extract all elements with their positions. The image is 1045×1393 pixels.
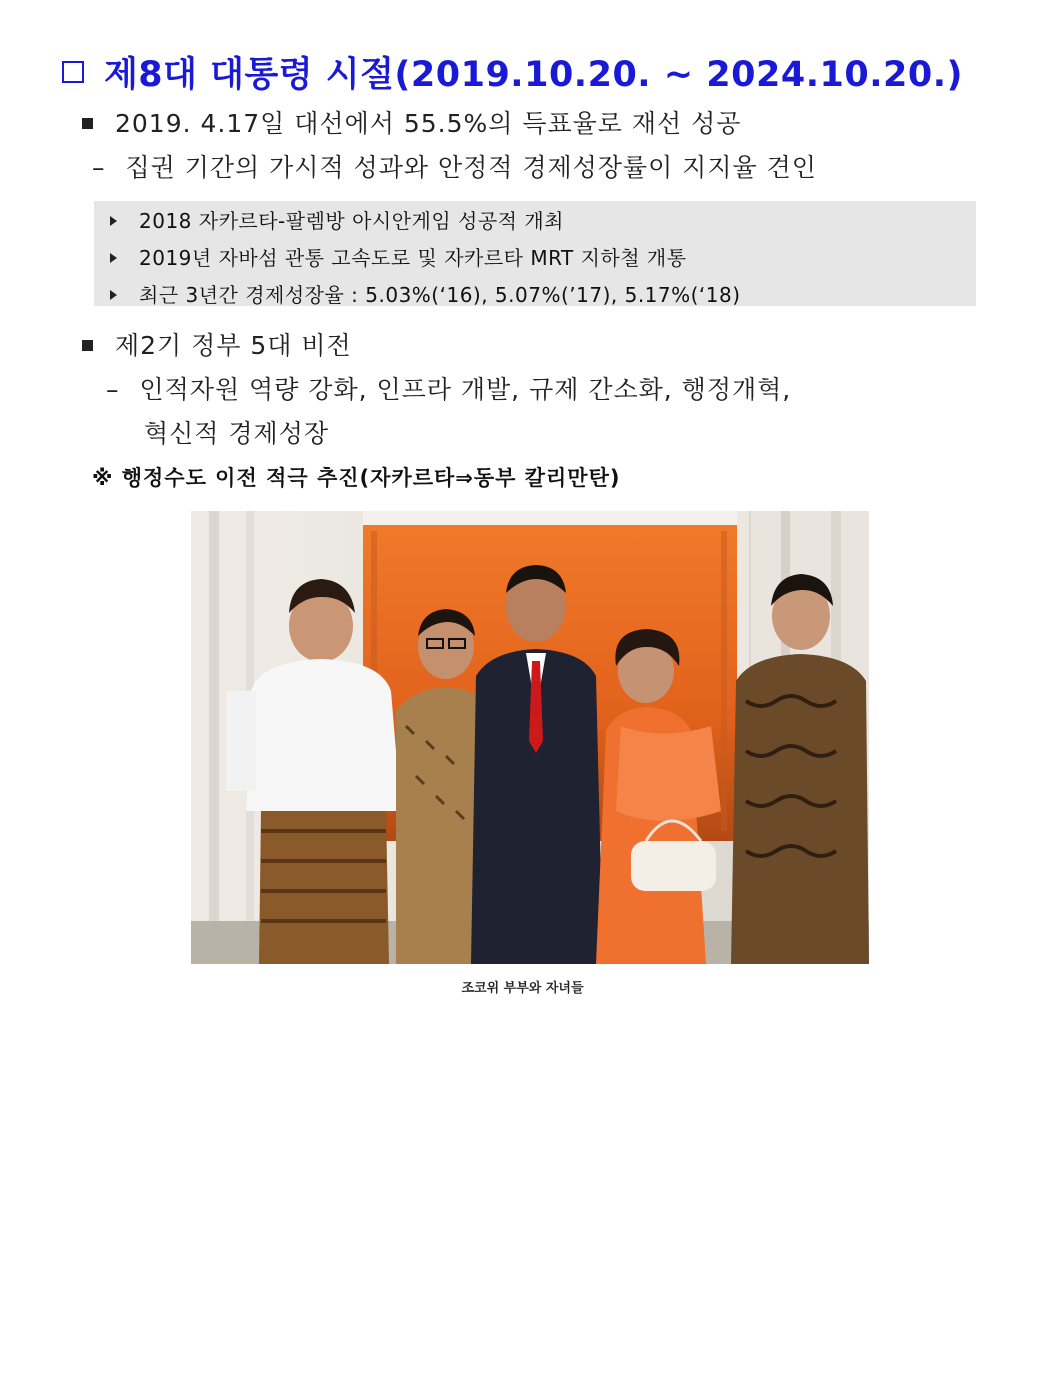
family-photo	[191, 511, 869, 964]
dash-marker: –	[92, 153, 106, 182]
heading-title: 제8대 대통령 시절(2019.10.20. ~ 2024.10.20.)	[104, 55, 964, 95]
section-heading	[62, 44, 963, 100]
achievement-item	[110, 205, 564, 234]
square-bullet-icon	[82, 118, 93, 129]
triangle-bullet-icon	[110, 216, 117, 226]
bullet-election-text: 2019. 4.17일 대선에서 55.5%의 득표율로 재선 성공	[115, 109, 742, 138]
dash-marker: –	[106, 375, 120, 404]
dash-vision-continued	[144, 414, 329, 450]
achievement-text: 최근 3년간 경제성장율 : 5.03%(‘16), 5.07%(’17), 5.17%(‘18)	[139, 283, 741, 307]
achievement-text: 2018 자카르타-팔렘방 아시안게임 성공적 개최	[139, 209, 564, 233]
achievement-text: 2019년 자바섬 관통 고속도로 및 자카르타 MRT 지하철 개통	[139, 246, 687, 270]
photo-caption: 조코위 부부와 자녀들	[461, 981, 584, 996]
dash-vision	[106, 370, 791, 406]
achievement-item	[110, 279, 741, 308]
capital-relocation-note: ※ 행정수도 이전 적극 추진(자카르타⇒동부 칼리만탄)	[92, 466, 621, 490]
triangle-bullet-icon	[110, 290, 117, 300]
square-bullet-icon	[82, 340, 93, 351]
bullet-vision-text: 제2기 정부 5대 비전	[115, 331, 352, 360]
bullet-election	[82, 104, 741, 140]
dash-vision-text-1: 인적자원 역량 강화, 인프라 개발, 규제 간소화, 행정개혁,	[139, 375, 792, 404]
checkbox-square-icon	[62, 61, 84, 83]
achievements-box	[94, 201, 976, 306]
dash-approval-text: 집권 기간의 가시적 성과와 안정적 경제성장률이 지지율 견인	[125, 153, 817, 182]
achievement-item	[110, 242, 687, 271]
triangle-bullet-icon	[110, 253, 117, 263]
family-photo-illustration	[191, 511, 869, 964]
bullet-vision	[82, 326, 352, 362]
dash-vision-text-2: 혁신적 경제성장	[144, 419, 329, 448]
dash-approval	[92, 148, 817, 184]
